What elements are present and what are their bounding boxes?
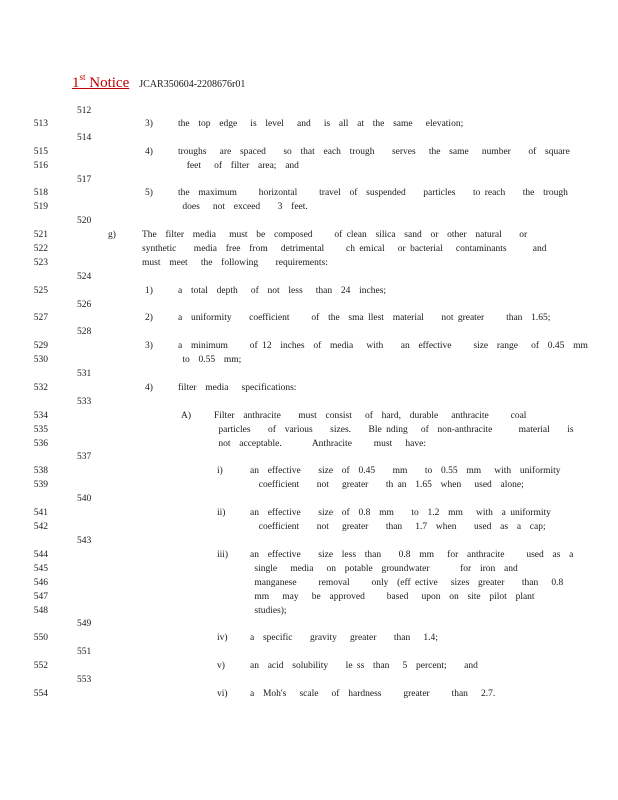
list-marker: iii): [217, 550, 229, 560]
notice-number: 1: [72, 75, 80, 91]
line-number: 521: [33, 230, 48, 240]
line-number: 542: [33, 522, 48, 532]
list-item-text: [214, 409, 574, 451]
text-line: studies);: [250, 606, 287, 616]
list-item-text: [250, 631, 438, 645]
list-item-text: [178, 117, 463, 131]
text-line: a uniformity coefficient of the sma llest material not greater than 1.65;: [178, 313, 551, 323]
line-number: 519: [33, 202, 48, 212]
gap-line-number: 551: [77, 647, 92, 657]
list-marker: iv): [217, 633, 228, 643]
notice-superscript: st: [79, 72, 86, 82]
list-item-text: [178, 381, 296, 395]
text-line: an effective size of 0.8 mm to 1.2 mm with a uniformity: [250, 508, 551, 518]
line-number: 530: [33, 355, 48, 365]
line-number: 535: [33, 425, 48, 435]
gap-line-number: 537: [77, 452, 92, 462]
text-line: Filter anthracite must consist of hard, durable anthracite coal: [214, 411, 527, 421]
text-line: a total depth of not less than 24 inches;: [178, 286, 387, 296]
text-line: manganese removal only (eff ective sizes greater than 0.8: [250, 578, 564, 588]
line-number: 527: [33, 313, 48, 323]
list-item-text: [142, 228, 547, 270]
list-marker: 3): [145, 119, 153, 129]
list-marker: vi): [217, 689, 228, 699]
line-number: 518: [33, 188, 48, 198]
line-number: 538: [33, 466, 48, 476]
list-item-text: [178, 311, 550, 325]
gap-line-number: 553: [77, 675, 92, 685]
list-item-text: [250, 659, 478, 673]
text-line: not acceptable. Anthracite must have:: [214, 439, 426, 449]
list-item-text: [178, 145, 570, 173]
gap-line-number: 514: [77, 133, 92, 143]
notice-label: [72, 72, 130, 91]
list-marker: g): [108, 230, 116, 240]
gap-line-number: 512: [77, 106, 92, 116]
text-line: an acid solubility le ss than 5 percent; and: [250, 661, 478, 671]
line-number: 554: [33, 689, 48, 699]
text-line: feet of filter area; and: [178, 161, 299, 171]
text-line: an effective size of 0.45 mm to 0.55 mm with uniformity: [250, 466, 561, 476]
notice-header: [72, 74, 245, 92]
list-item-text: [250, 687, 495, 701]
notice-word: Notice: [89, 75, 130, 91]
line-number: 515: [33, 147, 48, 157]
text-line: coefficient not greater than 1.7 when used as a cap;: [250, 522, 546, 532]
text-line: the top edge is level and is all at the same elevation;: [178, 119, 464, 129]
text-line: single media on potable groundwater for iron and: [250, 564, 518, 574]
line-number: 532: [33, 383, 48, 393]
line-number: 525: [33, 286, 48, 296]
line-number: 516: [33, 161, 48, 171]
gap-line-number: 526: [77, 300, 92, 310]
gap-line-number: 520: [77, 216, 92, 226]
list-marker: v): [217, 661, 225, 671]
list-item-text: [178, 339, 588, 367]
list-marker: A): [181, 411, 192, 421]
line-number: 522: [33, 244, 48, 254]
list-item-text: [250, 548, 573, 618]
gap-line-number: 524: [77, 272, 92, 282]
gap-line-number: 531: [77, 369, 92, 379]
gap-line-number: 543: [77, 536, 92, 546]
text-line: a specific gravity greater than 1.4;: [250, 633, 438, 643]
line-number: 513: [33, 119, 48, 129]
line-number: 544: [33, 550, 48, 560]
text-line: troughs are spaced so that each trough serves the same number of square: [178, 147, 570, 157]
text-line: mm may be approved based upon on site pilot plant: [250, 592, 535, 602]
list-item-text: [250, 464, 561, 492]
list-marker: 4): [145, 383, 153, 393]
text-line: coefficient not greater th an 1.65 when used alone;: [250, 480, 524, 490]
line-number: 534: [33, 411, 48, 421]
text-line: a minimum of 12 inches of media with an effective size range of 0.45 mm: [178, 341, 588, 351]
text-line: the maximum horizontal travel of suspended particles to reach the trough: [178, 188, 568, 198]
line-number: 550: [33, 633, 48, 643]
line-number: 552: [33, 661, 48, 671]
list-marker: i): [217, 466, 223, 476]
text-line: to 0.55 mm;: [178, 355, 242, 365]
list-marker: ii): [217, 508, 226, 518]
gap-line-number: 540: [77, 494, 92, 504]
gap-line-number: 528: [77, 327, 92, 337]
list-marker: 4): [145, 147, 153, 157]
line-number: 529: [33, 341, 48, 351]
list-marker: 1): [145, 286, 153, 296]
text-line: must meet the following requirements:: [142, 258, 328, 268]
text-line: an effective size less than 0.8 mm for anthracite used as a: [250, 550, 574, 560]
text-line: synthetic media free from detrimental ch emical or bacterial contaminants and: [142, 244, 547, 254]
line-number: 545: [33, 564, 48, 574]
list-marker: 3): [145, 341, 153, 351]
text-line: The filter media must be composed of clean silica sand or other natural or: [142, 230, 528, 240]
list-item-text: [178, 284, 386, 298]
line-number: 523: [33, 258, 48, 268]
line-number: 548: [33, 606, 48, 616]
line-number: 541: [33, 508, 48, 518]
line-number: 539: [33, 480, 48, 490]
gap-line-number: 549: [77, 619, 92, 629]
text-line: does not exceed 3 feet.: [178, 202, 308, 212]
list-item-text: [250, 506, 551, 534]
gap-line-number: 533: [77, 397, 92, 407]
list-item-text: [178, 186, 568, 214]
text-line: filter media specifications:: [178, 383, 297, 393]
text-line: particles of various sizes. Ble nding of non-anthracite material is: [214, 425, 574, 435]
line-number: 536: [33, 439, 48, 449]
list-marker: 5): [145, 188, 153, 198]
line-number: 546: [33, 578, 48, 588]
line-number: 547: [33, 592, 48, 602]
document-id: JCAR350604-2208676r01: [139, 79, 246, 90]
list-marker: 2): [145, 313, 153, 323]
gap-line-number: 517: [77, 175, 92, 185]
text-line: a Moh's scale of hardness greater than 2.7.: [250, 689, 496, 699]
